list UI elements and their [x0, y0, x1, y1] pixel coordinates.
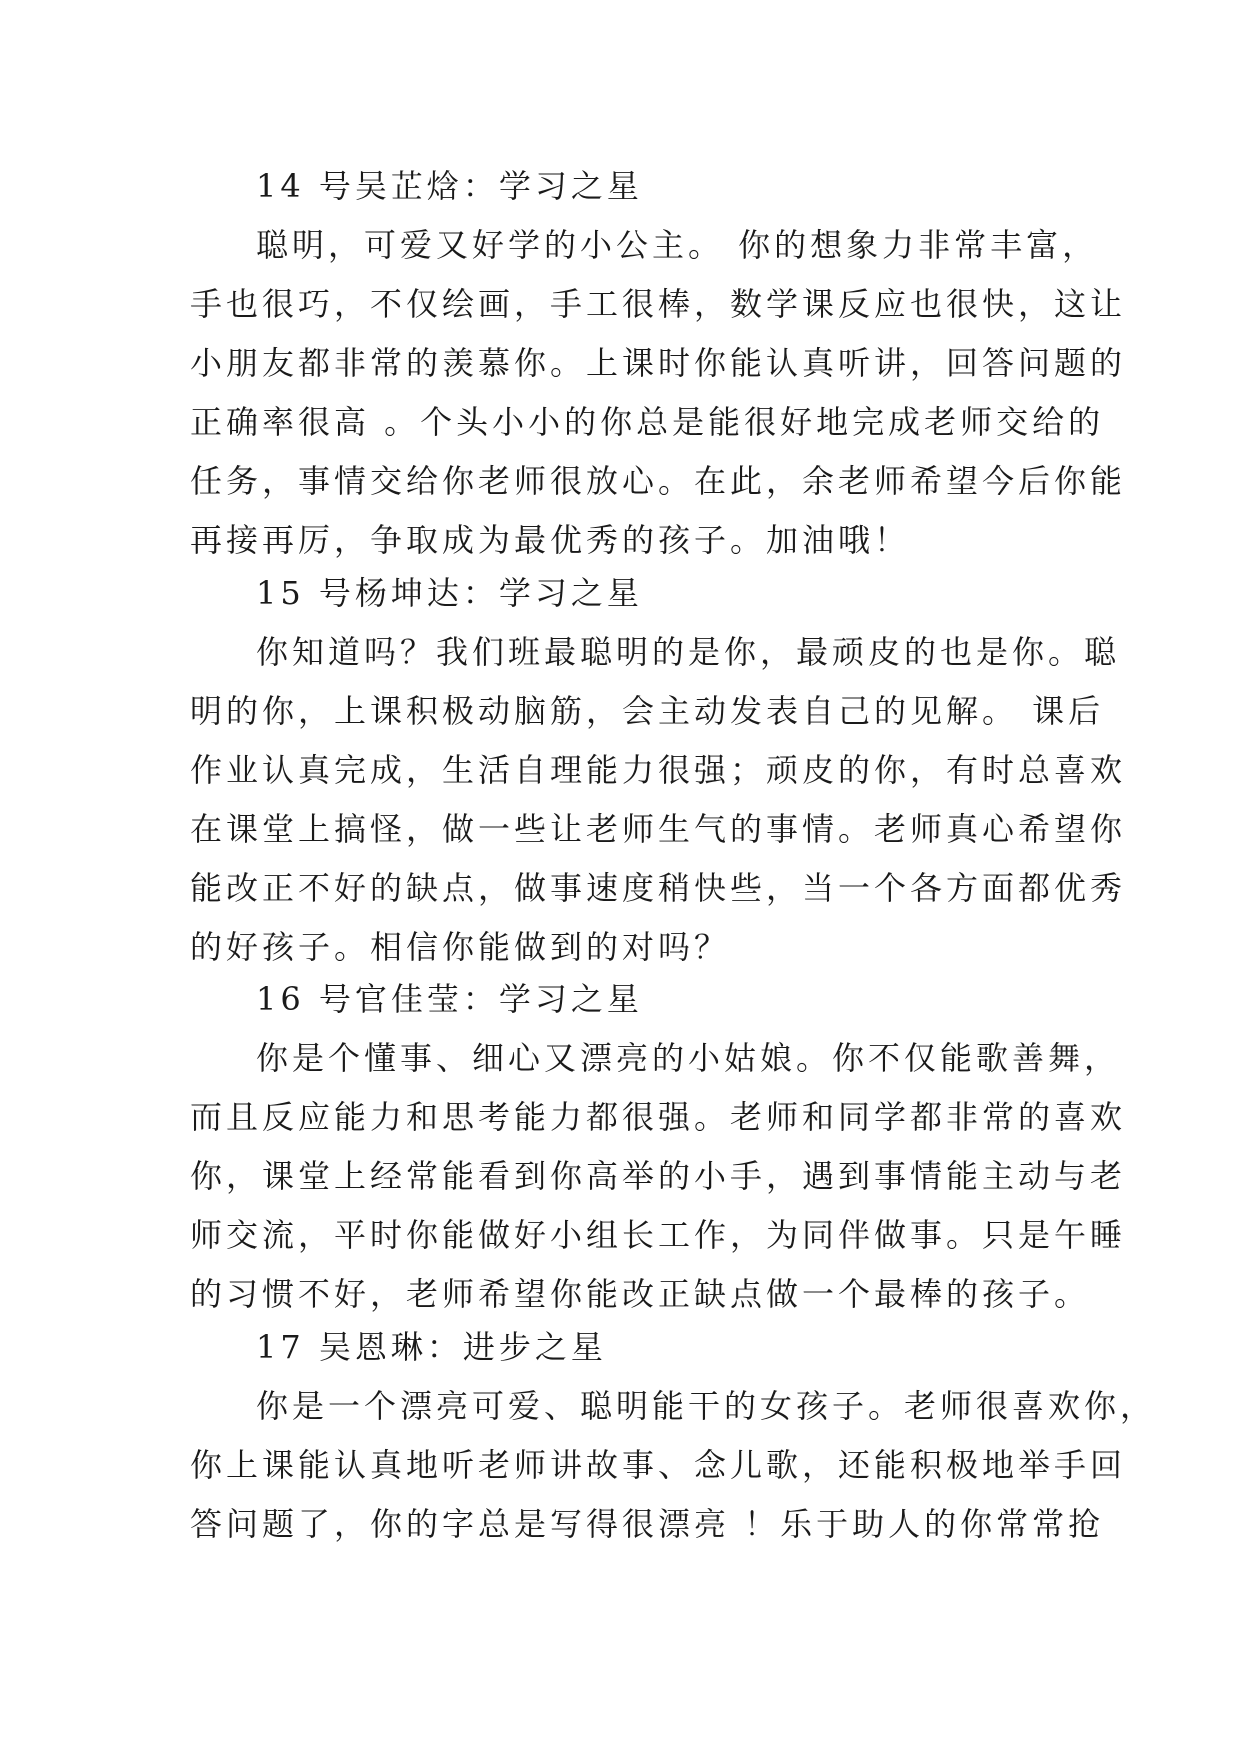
paragraph-line: 手也很巧，不仅绘画，手工很棒，数学课反应也很快，这让	[190, 285, 1127, 323]
paragraph-line: 在课堂上搞怪，做一些让老师生气的事情。老师真心希望你	[190, 810, 1127, 848]
paragraph-line: 任务，事情交给你老师很放心。在此，余老师希望今后你能	[190, 462, 1127, 500]
paragraph-line: 正确率很高 。个头小小的你总是能很好地完成老师交给的	[190, 403, 1105, 441]
paragraph-line: 作业认真完成，生活自理能力很强；顽皮的你，有时总喜欢	[190, 751, 1127, 789]
paragraph-line: 你是一个漂亮可爱、聪明能干的女孩子。老师很喜欢你，	[256, 1387, 1157, 1425]
heading-student-15: 15 号杨坤达：学习之星	[256, 574, 643, 612]
paragraph-line: 的好孩子。相信你能做到的对吗？	[190, 928, 731, 966]
paragraph-line: 明的你，上课积极动脑筋，会主动发表自己的见解。 课后	[190, 692, 1105, 730]
paragraph-line: 小朋友都非常的羡慕你。上课时你能认真听讲，回答问题的	[190, 344, 1127, 382]
paragraph-line: 你，课堂上经常能看到你高举的小手，遇到事情能主动与老	[190, 1157, 1127, 1195]
paragraph-line: 答问题了，你的字总是写得很漂亮 ！乐于助人的你常常抢	[190, 1505, 1105, 1543]
paragraph-line: 师交流，平时你能做好小组长工作，为同伴做事。只是午睡	[190, 1216, 1127, 1254]
paragraph-line: 聪明，可爱又好学的小公主。 你的想象力非常丰富，	[256, 226, 1099, 264]
paragraph-line: 再接再厉，争取成为最优秀的孩子。加油哦！	[190, 521, 911, 559]
paragraph-line: 能改正不好的缺点，做事速度稍快些，当一个各方面都优秀	[190, 869, 1127, 907]
heading-student-17: 17 吴恩琳：进步之星	[256, 1328, 607, 1366]
heading-student-14: 14 号吴芷焓：学习之星	[256, 167, 643, 205]
paragraph-line: 你上课能认真地听老师讲故事、念儿歌，还能积极地举手回	[190, 1446, 1127, 1484]
paragraph-line: 的习惯不好，老师希望你能改正缺点做一个最棒的孩子。	[190, 1275, 1091, 1313]
heading-student-16: 16 号官佳莹：学习之星	[256, 980, 643, 1018]
paragraph-line: 而且反应能力和思考能力都很强。老师和同学都非常的喜欢	[190, 1098, 1127, 1136]
paragraph-line: 你是个懂事、细心又漂亮的小姑娘。你不仅能歌善舞，	[256, 1039, 1121, 1077]
paragraph-line: 你知道吗？我们班最聪明的是你，最顽皮的也是你。聪	[256, 633, 1121, 671]
